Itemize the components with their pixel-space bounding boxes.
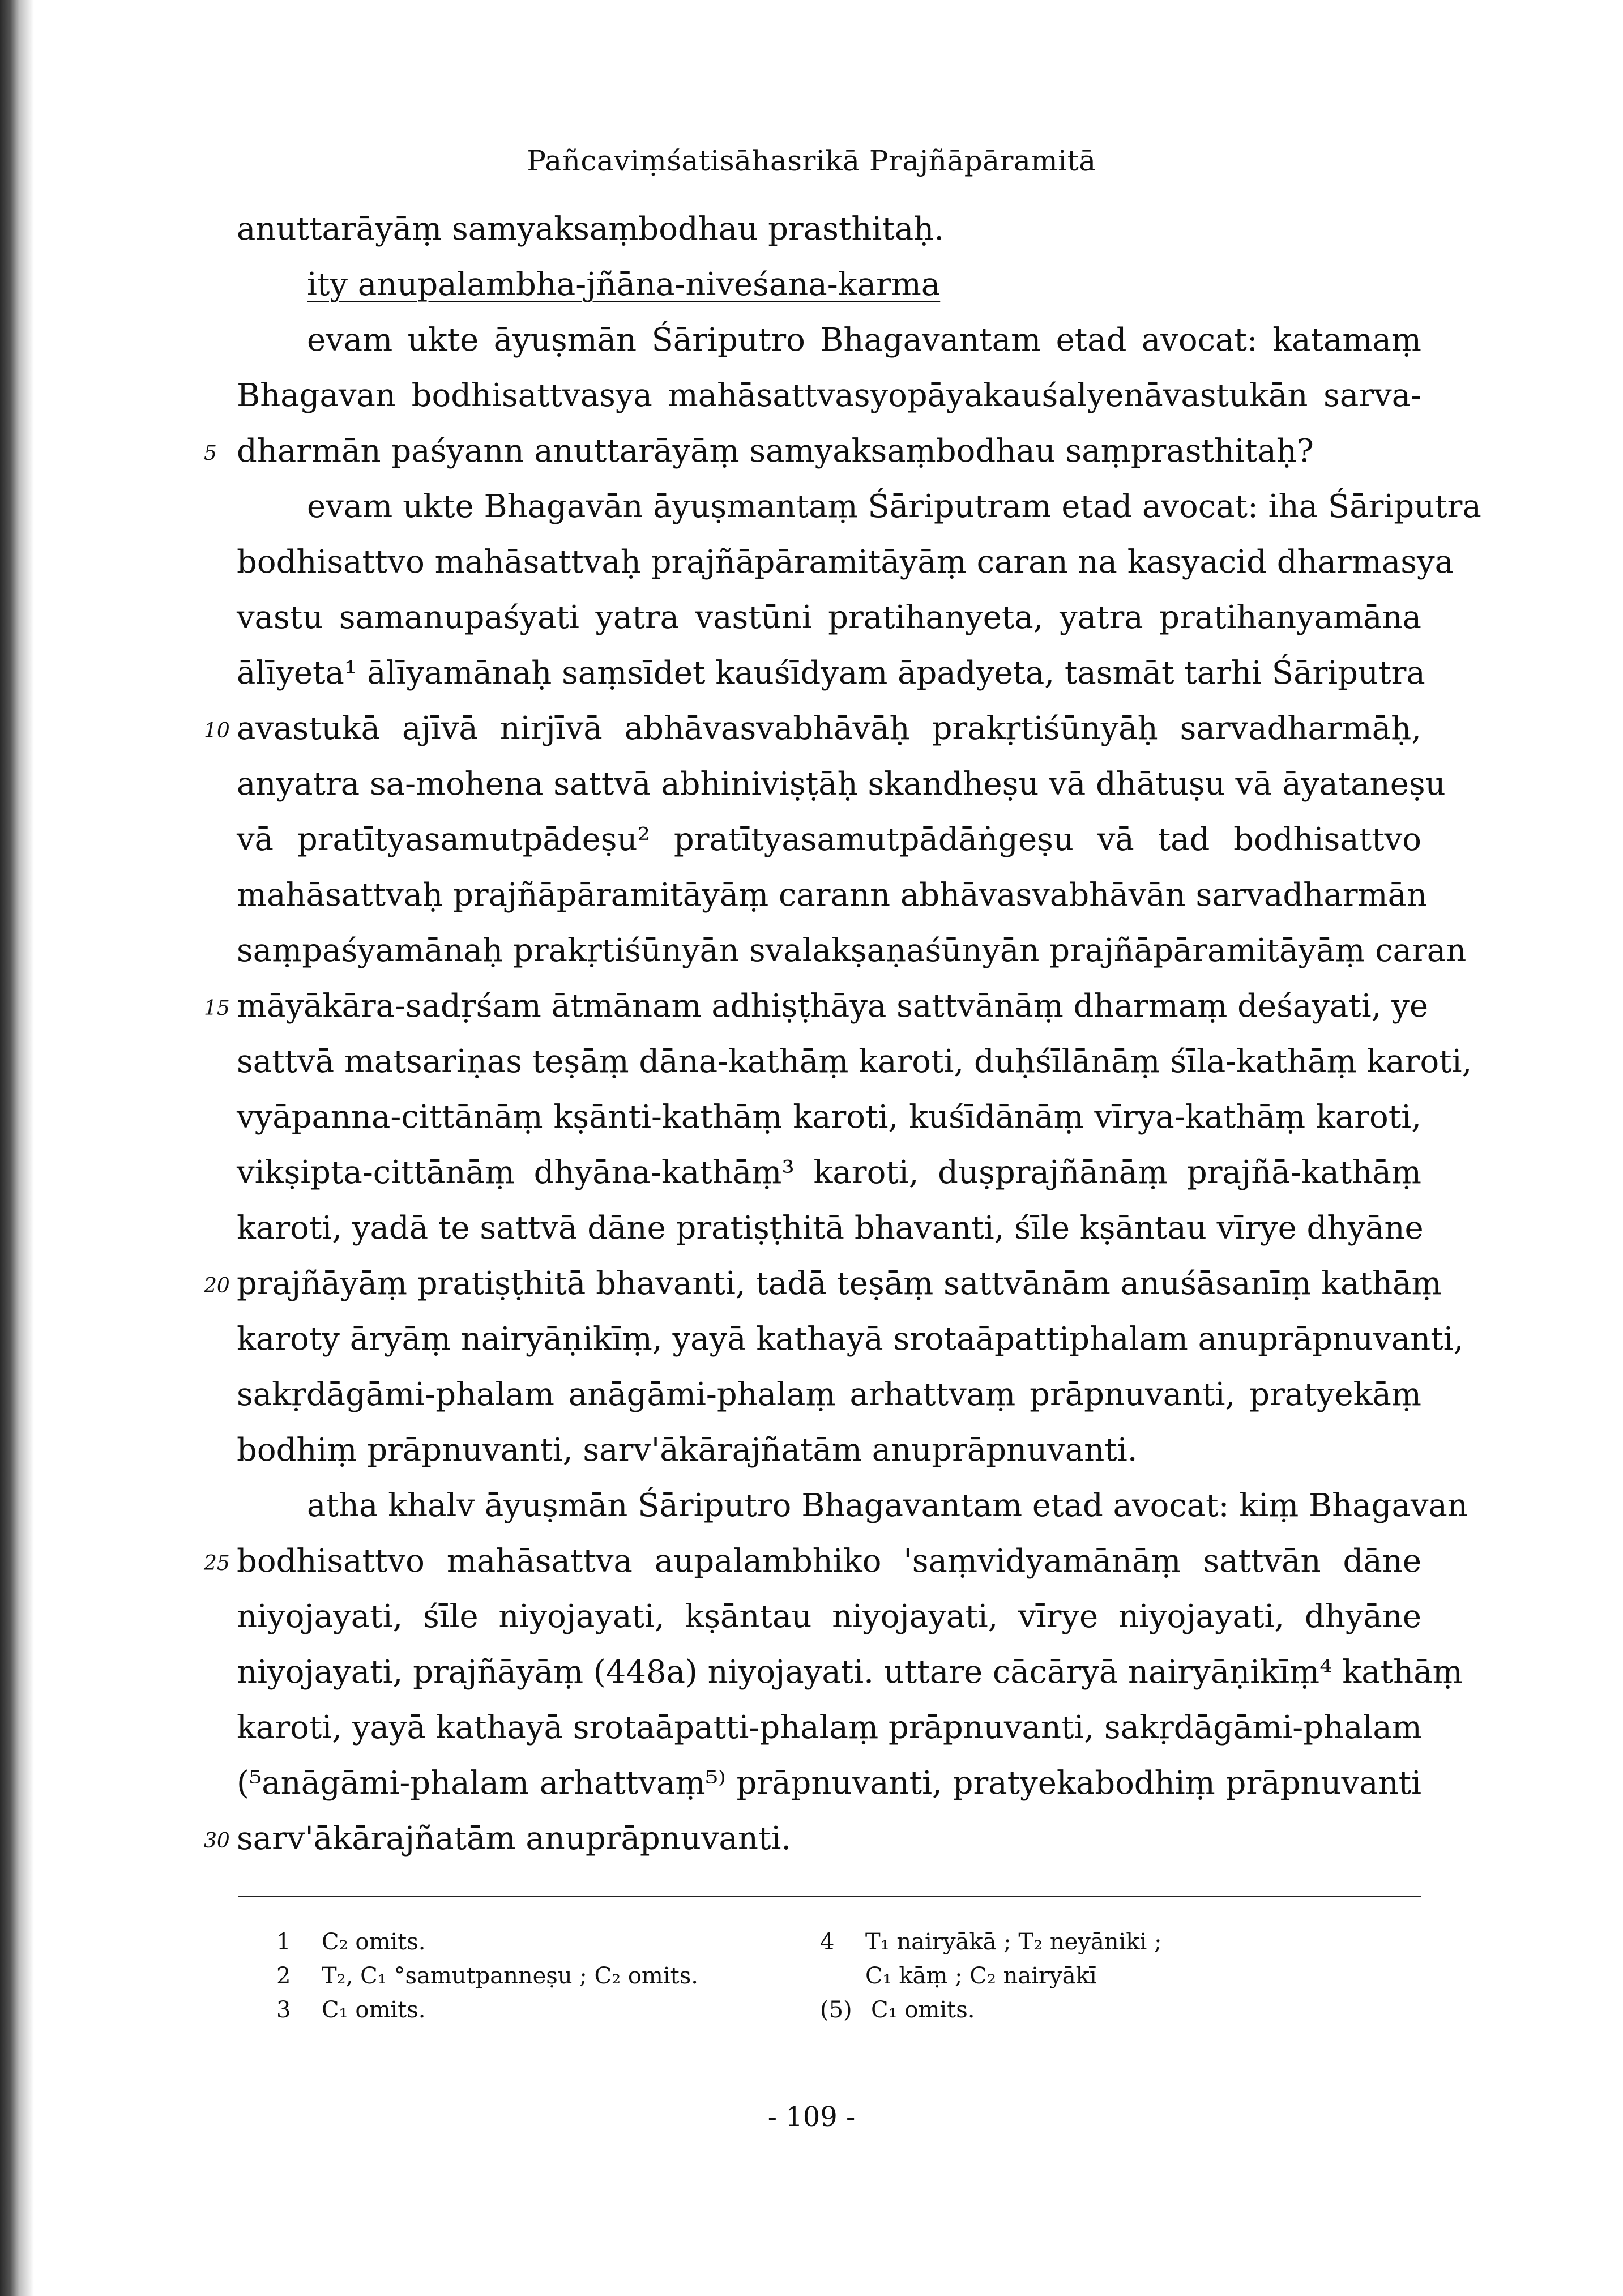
- footnote: [276, 1995, 425, 2025]
- body-line-text: bodhiṃ prāpnuvanti, sarv'ākārajñatām anuprāpnuvanti.: [237, 1432, 1138, 1469]
- footnote-text: T₁ nairyākā ; T₂ neyāniki ;: [865, 1929, 1162, 1955]
- body-line: [204, 1536, 1421, 1587]
- body-line: [237, 759, 1446, 810]
- footnote-number: (5): [820, 1997, 852, 2023]
- body-line: [237, 870, 1428, 921]
- body-line-text: niyojayati, śīle niyojayati, kṣāntau niyojayati, vīrye niyojayati, dhyāne: [237, 1598, 1421, 1635]
- footnote-rule: [238, 1896, 1421, 1897]
- body-line-text: vyāpanna-cittānāṃ kṣānti-kathāṃ karoti, kuśīdānāṃ vīrya-kathāṃ karoti,: [237, 1099, 1421, 1136]
- body-line-text: niyojayati, prajñāyāṃ (448a) niyojayati. uttare cācāryā nairyāṇikīṃ⁴ kathāṃ: [237, 1654, 1463, 1691]
- line-number: 5: [204, 442, 217, 465]
- footnote: [276, 1927, 425, 1957]
- line-number: 15: [204, 997, 230, 1020]
- body-line-text: Bhagavan bodhisattvasya mahāsattvasyopāyakauśalyenāvastukān sarva-: [237, 377, 1421, 414]
- body-line-text: mahāsattvaḥ prajñāpāramitāyāṃ carann abhāvasvabhāvān sarvadharmān: [237, 877, 1428, 914]
- body-line: [237, 481, 1481, 532]
- footnote: [276, 1961, 698, 1991]
- body-line-text: evam ukte āyuṣmān Śāriputro Bhagavantam etad avocat: katamaṃ: [307, 322, 1421, 359]
- body-line: [237, 1425, 1421, 1476]
- body-line: [237, 1591, 1421, 1642]
- body-line: [237, 1092, 1421, 1143]
- body-line-text: vikṣipta-cittānāṃ dhyāna-kathāṃ³ karoti, duṣprajñānāṃ prajñā-kathāṃ: [237, 1154, 1421, 1191]
- body-line: [237, 925, 1467, 976]
- footnote-text: C₁ kāṃ ; C₂ nairyākī: [865, 1963, 1097, 1989]
- body-line-text: ālīyeta¹ ālīyamānaḥ saṃsīdet kauśīdyam āpadyeta, tasmāt tarhi Śāriputra: [237, 655, 1425, 692]
- body-line: [204, 981, 1429, 1032]
- footnote-number: 1: [276, 1929, 291, 1955]
- body-line-text: anyatra sa-mohena sattvā abhiniviṣṭāḥ skandheṣu vā dhātuṣu vā āyataneṣu: [237, 766, 1446, 803]
- body-line: [237, 315, 1421, 366]
- body-line: [237, 1647, 1463, 1698]
- body-line: [237, 1480, 1468, 1531]
- body-line-text: evam ukte Bhagavān āyuṣmantaṃ Śāriputram etad avocat: iha Śāriputra: [307, 488, 1481, 525]
- body-line-text: sattvā matsariṇas teṣāṃ dāna-kathāṃ karoti, duḥśīlānāṃ śīla-kathāṃ karoti,: [237, 1043, 1472, 1080]
- running-header: Pañcaviṃśatisāhasrikā Prajñāpāramitā: [527, 144, 1096, 177]
- body-line-text: karoty āryāṃ nairyāṇikīṃ, yayā kathayā srotaāpattiphalam anuprāpnuvanti,: [237, 1321, 1464, 1358]
- body-line-text: vastu samanupaśyati yatra vastūni pratihanyeta, yatra pratihanyamāna: [237, 599, 1421, 636]
- body-line: [237, 1314, 1464, 1365]
- body-line-text: anuttarāyāṃ samyaksaṃbodhau prasthitaḥ.: [237, 211, 945, 247]
- body-line: [204, 426, 1421, 477]
- body-line: [237, 370, 1421, 421]
- body-line: [237, 204, 1421, 255]
- line-number: 30: [204, 1829, 230, 1853]
- footnote-number: 2: [276, 1963, 291, 1989]
- body-line: [237, 1369, 1421, 1420]
- body-line-text: māyākāra-sadṛśam ātmānam adhiṣṭhāya sattvānāṃ dharmaṃ deśayati, ye: [237, 988, 1429, 1025]
- body-line-text: sarv'ākārajñatām anuprāpnuvanti.: [237, 1820, 792, 1857]
- page-number: - 109 -: [767, 2101, 856, 2133]
- body-line-text: karoti, yadā te sattvā dāne pratiṣṭhitā bhavanti, śīle kṣāntau vīrye dhyāne: [237, 1210, 1424, 1247]
- body-line-text: bodhisattvo mahāsattvaḥ prajñāpāramitāyāṃ caran na kasyacid dharmasya: [237, 544, 1454, 581]
- body-line-text: dharmān paśyann anuttarāyāṃ samyaksaṃbodhau saṃprasthitaḥ?: [237, 433, 1314, 470]
- line-number: 25: [204, 1552, 230, 1575]
- body-line-text: prajñāyāṃ pratiṣṭhitā bhavanti, tadā teṣāṃ sattvānām anuśāsanīṃ kathāṃ: [237, 1265, 1442, 1302]
- footnote-number: 3: [276, 1997, 291, 2023]
- body-line-text: avastukā ajīvā nirjīvā abhāvasvabhāvāḥ prakṛtiśūnyāḥ sarvadharmāḥ,: [237, 710, 1421, 747]
- footnote-number: 4: [820, 1929, 835, 1955]
- body-line-text: sakṛdāgāmi-phalam anāgāmi-phalaṃ arhattvaṃ prāpnuvanti, pratyekāṃ: [237, 1376, 1421, 1413]
- footnote: [820, 1995, 975, 2025]
- body-line: [237, 814, 1421, 865]
- body-line: [237, 537, 1454, 588]
- body-line: [237, 592, 1421, 643]
- body-line: [237, 648, 1425, 699]
- footnote-text: C₁ omits.: [322, 1997, 426, 2023]
- body-line: [204, 1813, 1421, 1864]
- footnote: [820, 1961, 1097, 1991]
- body-line: [237, 1758, 1421, 1809]
- line-number: 10: [204, 719, 230, 742]
- body-line-text: saṃpaśyamānaḥ prakṛtiśūnyān svalakṣaṇaśūnyān prajñāpāramitāyāṃ caran: [237, 932, 1467, 969]
- body-line-text: vā pratītyasamutpādeṣu² pratītyasamutpādāṅgeṣu vā tad bodhisattvo: [237, 821, 1421, 858]
- footnote: [820, 1927, 1161, 1957]
- body-line: [237, 1203, 1424, 1254]
- line-number: 20: [204, 1274, 230, 1298]
- section-title: ity anupalambha-jñāna-niveśana-karma: [307, 266, 941, 303]
- body-line-text: bodhisattvo mahāsattva aupalambhiko 'saṃvidyamānāṃ sattvān dāne: [237, 1543, 1421, 1580]
- body-line-text: atha khalv āyuṣmān Śāriputro Bhagavantam etad avocat: kiṃ Bhagavan: [307, 1487, 1468, 1524]
- body-line: [237, 1036, 1472, 1087]
- body-line: [237, 1147, 1421, 1198]
- body-line: [204, 1258, 1442, 1309]
- body-line: [237, 259, 1421, 310]
- body-line-text: (⁵anāgāmi-phalam arhattvaṃ⁵⁾ prāpnuvanti, pratyekabodhiṃ prāpnuvanti: [237, 1765, 1421, 1802]
- body-line: [204, 703, 1421, 754]
- body-line-text: karoti, yayā kathayā srotaāpatti-phalaṃ prāpnuvanti, sakṛdāgāmi-phalam: [237, 1709, 1422, 1746]
- footnote-text: C₁ omits.: [871, 1997, 975, 2023]
- scan-edge: [0, 0, 34, 2296]
- body-line: [237, 1702, 1421, 1753]
- footnote-text: T₂, C₁ °samutpanneṣu ; C₂ omits.: [322, 1963, 698, 1989]
- footnote-text: C₂ omits.: [322, 1929, 426, 1955]
